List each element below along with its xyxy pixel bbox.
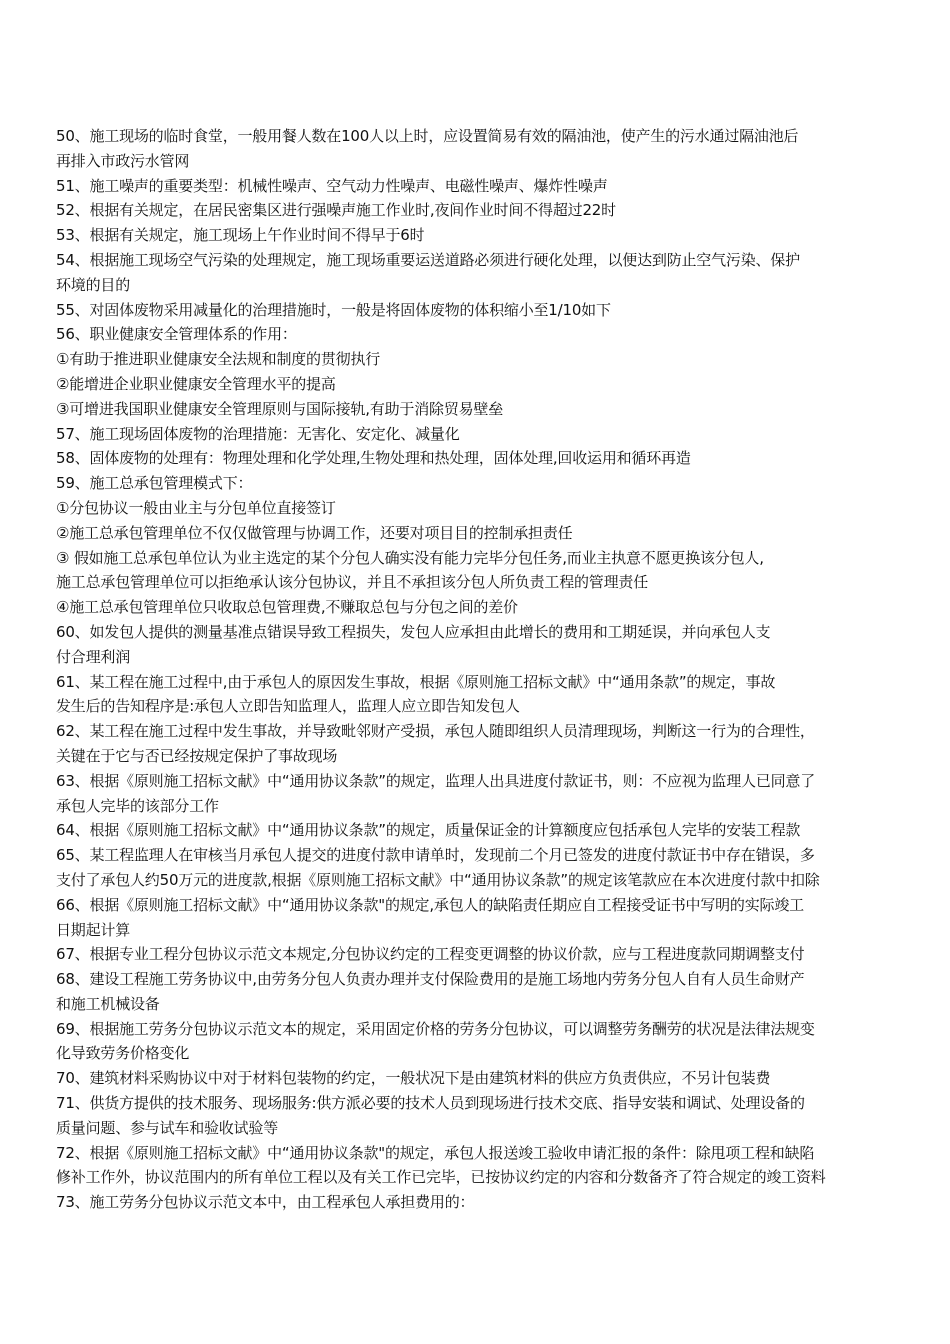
- text-line: 68、建设工程施工劳务协议中,由劳务分包人负责办理并支付保险费用的是施工场地内劳务分包人自有人员生命财产: [56, 970, 805, 989]
- text-line: 50、施工现场的临时食堂，一般用餐人数在100人以上时，应设置简易有效的隔油池，使产生的污水通过隔油池后: [56, 127, 799, 145]
- text-line: 72、根据《原则施工招标文献》中“通用协议条款"的规定，承包人报送竣工验收申请汇报的条件：除甩项工程和缺陷: [56, 1143, 815, 1162]
- text-line: 支付了承包人约50万元的进度款,根据《原则施工招标文献》中“通用协议条款”的规定该笔款应在本次进度付款中扣除: [56, 870, 820, 889]
- text-line: 53、根据有关规定，施工现场上午作业时间不得早于6时: [56, 226, 425, 245]
- text-line: 55、对固体废物采用减量化的治理措施时，一般是将固体废物的体积缩小至1/10如下: [56, 300, 611, 319]
- text-line: 54、根据施工现场空气污染的处理规定，施工现场重要运送道路必须进行硬化处理，以便达到防止空气污染、保护: [56, 250, 800, 269]
- text-line: 施工总承包管理单位可以拒绝承认该分包协议，并且不承担该分包人所负责工程的管理责任: [56, 573, 649, 592]
- document-body: [56, 124, 936, 1215]
- text-line: 57、施工现场固体废物的治理措施：无害化、安定化、减量化: [56, 424, 460, 443]
- text-line: 52、根据有关规定，在居民密集区进行强噪声施工作业时,夜间作业时间不得超过22时: [56, 201, 616, 220]
- text-line: 56、职业健康安全管理体系的作用：: [56, 325, 297, 344]
- text-line: 64、根据《原则施工招标文献》中“通用协议条款”的规定，质量保证金的计算额度应包括承包人完毕的安装工程款: [56, 821, 801, 840]
- text-line: 69、根据施工劳务分包协议示范文本的规定，采用固定价格的劳务分包协议，可以调整劳务酬劳的状况是法律法规变: [56, 1019, 815, 1038]
- text-line: 再排入市政污水管网: [56, 151, 190, 170]
- text-line: 关键在于它与否已经按规定保护了事故现场: [56, 746, 338, 765]
- text-line: 和施工机械设备: [56, 994, 160, 1013]
- text-line: 修补工作外，协议范围内的所有单位工程以及有关工作已完毕，已按协议约定的内容和分数备齐了符合规定的竣工资料: [56, 1168, 826, 1187]
- text-line: 66、根据《原则施工招标文献》中“通用协议条款"的规定,承包人的缺陷责任期应自工程接受证书中写明的实际竣工: [56, 895, 804, 914]
- text-line: 付合理利润: [56, 647, 131, 666]
- text-line: 67、根据专业工程分包协议示范文本规定,分包协议约定的工程变更调整的协议价款，应与工程进度款同期调整支付: [56, 945, 805, 964]
- text-line: 60、如发包人提供的测量基准点错误导致工程损失，发包人应承担由此增长的费用和工期延误，并向承包人支: [56, 622, 771, 641]
- text-line: 62、某工程在施工过程中发生事故，并导致毗邻财产受损，承包人随即组织人员清理现场，判断这一行为的合理性，: [56, 722, 815, 741]
- text-line: ④施工总承包管理单位只收取总包管理费,不赚取总包与分包之间的差价: [56, 598, 518, 617]
- text-line: ②能增进企业职业健康安全管理水平的提高: [56, 374, 336, 393]
- text-line: 71、供货方提供的技术服务、现场服务:供方派必要的技术人员到现场进行技术交底、指导安装和调试、处理设备的: [56, 1094, 805, 1113]
- text-line: ③可增进我国职业健康安全管理原则与国际接轨,有助于消除贸易壁垒: [56, 399, 504, 418]
- text-line: ③ 假如施工总承包单位认为业主选定的某个分包人确实没有能力完毕分包任务,而业主执意不愿更换该分包人,: [56, 548, 764, 567]
- text-line: 环境的目的: [56, 275, 131, 294]
- text-line: 58、固体废物的处理有：物理处理和化学处理,生物处理和热处理，固体处理,回收运用和循环再造: [56, 449, 691, 468]
- text-line: 73、施工劳务分包协议示范文本中，由工程承包人承担费用的：: [56, 1193, 475, 1212]
- text-line: 63、根据《原则施工招标文献》中“通用协议条款”的规定，监理人出具进度付款证书，则：不应视为监理人已同意了: [56, 771, 816, 790]
- text-line: 70、建筑材料采购协议中对于材料包装物的约定，一般状况下是由建筑材料的供应方负责供应，不另计包装费: [56, 1069, 771, 1088]
- text-line: 61、某工程在施工过程中,由于承包人的原因发生事故，根据《原则施工招标文献》中“通用条款”的规定，事故: [56, 672, 776, 691]
- text-line: 51、施工噪声的重要类型：机械性噪声、空气动力性噪声、电磁性噪声、爆炸性噪声: [56, 176, 608, 195]
- text-line: 65、某工程监理人在审核当月承包人提交的进度付款申请单时，发现前二个月已签发的进度付款证书中存在错误，多: [56, 846, 815, 865]
- text-line: 承包人完毕的该部分工作: [56, 796, 219, 815]
- text-line: ①分包协议一般由业主与分包单位直接签订: [56, 498, 336, 517]
- text-line: 质量问题、参与试车和验收试验等: [56, 1118, 279, 1137]
- text-line: 日期起计算: [56, 920, 131, 939]
- text-line: 59、施工总承包管理模式下：: [56, 474, 253, 493]
- text-line: ②施工总承包管理单位不仅仅做管理与协调工作，还要对项目目的控制承担责任: [56, 523, 573, 542]
- text-line: 发生后的告知程序是:承包人立即告知监理人，监理人应立即告知发包人: [56, 697, 520, 716]
- text-line: 化导致劳务价格变化: [56, 1044, 190, 1063]
- text-line: ①有助于推进职业健康安全法规和制度的贯彻执行: [56, 350, 381, 369]
